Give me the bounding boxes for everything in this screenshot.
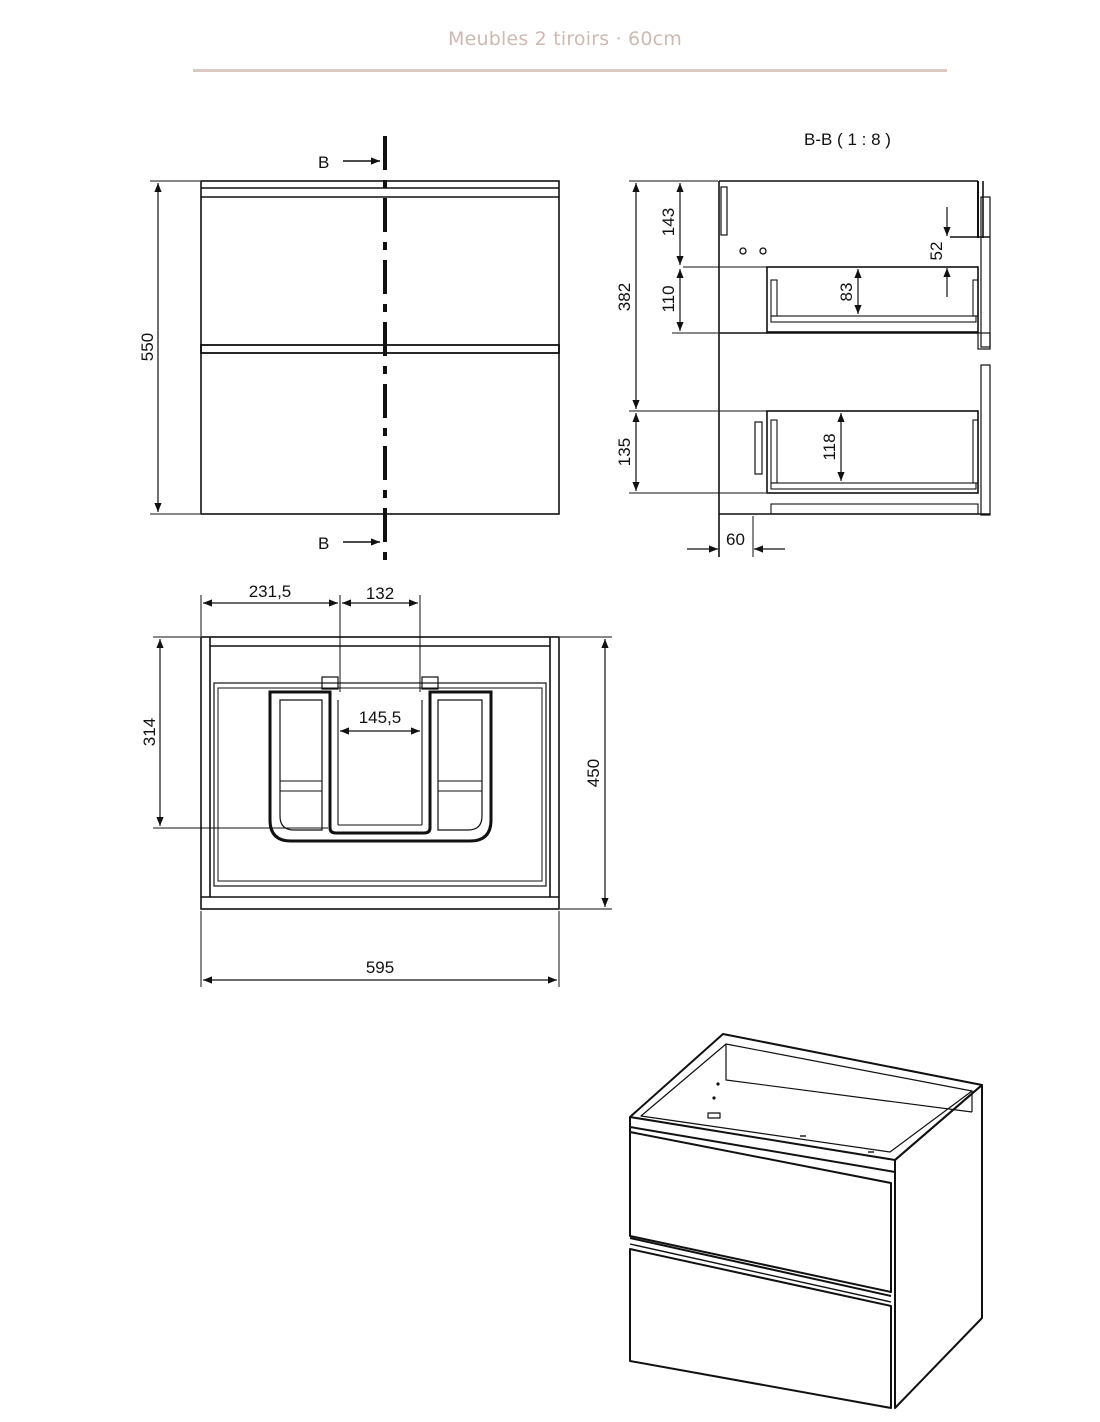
section-marker-top: B [318,153,330,172]
isometric-view [630,1034,982,1408]
dim-height-label: 550 [138,332,157,362]
dim-upper-drawer-label: 110 [659,285,678,313]
dim-depth-offset-label: 60 [726,530,745,549]
dim-upper-total-label: 382 [615,282,634,312]
iso-side-panel [895,1085,982,1408]
dim-lower-drawer-label: 135 [615,437,634,467]
dim-upper-inner-label: 83 [837,282,856,302]
page-title: Meubles 2 tiroirs · 60cm [447,28,682,50]
dim-cutout-depth-label: 314 [140,717,159,747]
dim-depth-label: 450 [584,758,603,788]
section-view-label: B-B ( 1 : 8 ) [804,130,891,149]
section-marker-bottom: B [318,534,330,553]
front-cabinet-outline [201,181,559,514]
dim-lower-inner-label: 118 [820,433,839,461]
dim-cutout-width-label: 132 [365,584,395,603]
front-divider-rail [201,345,559,353]
section-view [629,181,990,557]
top-view [153,595,612,987]
dim-inner-cutout-label: 145,5 [358,708,402,727]
iso-top-frame [630,1034,982,1160]
dim-width-label: 595 [365,958,395,977]
dim-top-small-label: 52 [927,241,946,261]
front-view [150,136,559,565]
dim-top-gap-label: 143 [659,207,678,237]
dim-left-offset-label: 231,5 [248,582,292,601]
top-cabinet-outline [201,637,559,909]
